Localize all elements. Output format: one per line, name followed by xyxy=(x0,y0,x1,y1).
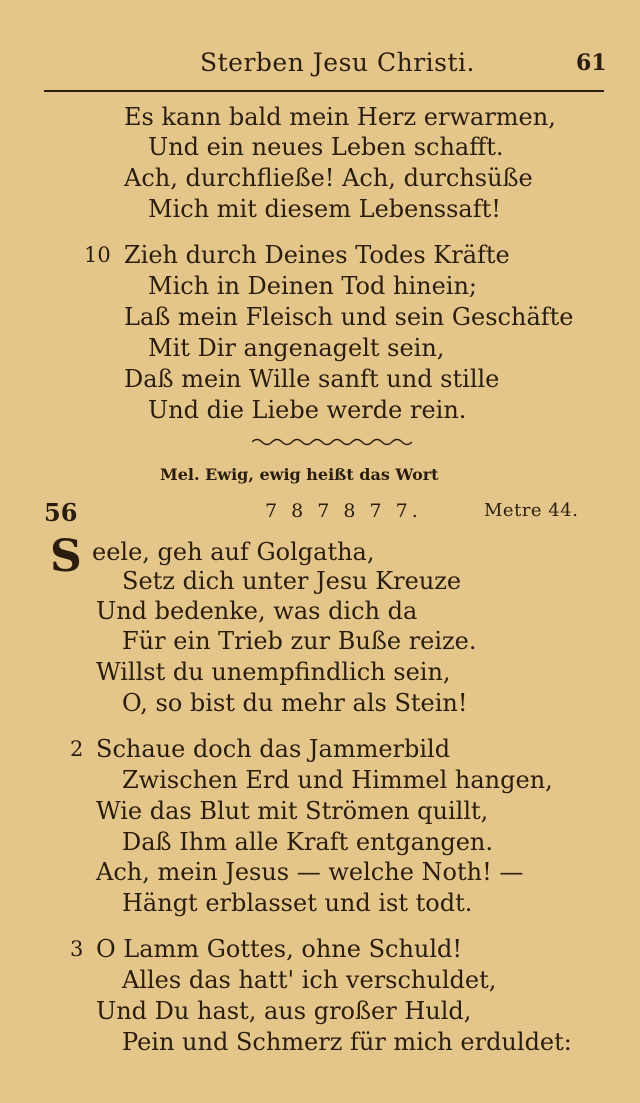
verse-line: Daß Ihm alle Kraft entgangen. xyxy=(122,828,493,856)
verse-line: eele, geh auf Golgatha, xyxy=(92,538,375,566)
hymn-number: 56 xyxy=(44,498,78,527)
verse-line: Zieh durch Deines Todes Kräfte xyxy=(124,241,510,269)
verse-number: 2 xyxy=(70,737,84,761)
meter-pattern: 7 8 7 8 7 7. xyxy=(265,500,422,522)
verse-line: Hängt erblasset und ist todt. xyxy=(122,889,473,917)
verse-line: Willst du unempfindlich sein, xyxy=(96,658,451,686)
verse-line: Alles das hatt' ich verschuldet, xyxy=(122,966,497,994)
verse-line: Es kann bald mein Herz erwarmen, xyxy=(124,103,556,131)
verse-line: Für ein Trieb zur Buße reize. xyxy=(122,627,477,655)
verse-number: 10 xyxy=(84,243,111,267)
verse-line: Pein und Schmerz für mich erduldet: xyxy=(122,1028,572,1056)
drop-cap: S xyxy=(50,531,82,582)
verse-line: Ach, durchfließe! Ach, durchsüße xyxy=(124,164,533,192)
verse-line: Zwischen Erd und Himmel hangen, xyxy=(122,766,553,794)
verse-line: Und die Liebe werde rein. xyxy=(148,396,467,424)
verse-number: 3 xyxy=(70,937,84,961)
verse-line: Und ein neues Leben schafft. xyxy=(148,133,504,161)
verse-line: O Lamm Gottes, ohne Schuld! xyxy=(96,935,463,963)
verse-line: Laß mein Fleisch und sein Geschäfte xyxy=(124,303,574,331)
tune-indication: Mel. Ewig, ewig heißt das Wort xyxy=(160,465,439,484)
header-rule xyxy=(44,90,604,92)
verse-line: O, so bist du mehr als Stein! xyxy=(122,689,468,717)
verse-line: Und bedenke, was dich da xyxy=(96,597,418,625)
running-header-title: Sterben Jesu Christi. xyxy=(200,48,475,77)
verse-line: Mit Dir angenagelt sein, xyxy=(148,334,445,362)
verse-line: Mich mit diesem Lebenssaft! xyxy=(148,195,501,223)
verse-line: Mich in Deinen Tod hinein; xyxy=(148,272,478,300)
ornamental-divider xyxy=(252,436,418,448)
verse-line: Und Du hast, aus großer Huld, xyxy=(96,997,472,1025)
verse-line: Daß mein Wille sanft und stille xyxy=(124,365,500,393)
verse-line: Ach, mein Jesus — welche Noth! — xyxy=(96,858,524,886)
verse-line: Setz dich unter Jesu Kreuze xyxy=(122,567,462,595)
page-number: 61 xyxy=(576,50,607,76)
meter-label: Metre 44. xyxy=(484,500,579,521)
verse-line: Schaue doch das Jammerbild xyxy=(96,735,451,763)
verse-line: Wie das Blut mit Strömen quillt, xyxy=(96,797,489,825)
